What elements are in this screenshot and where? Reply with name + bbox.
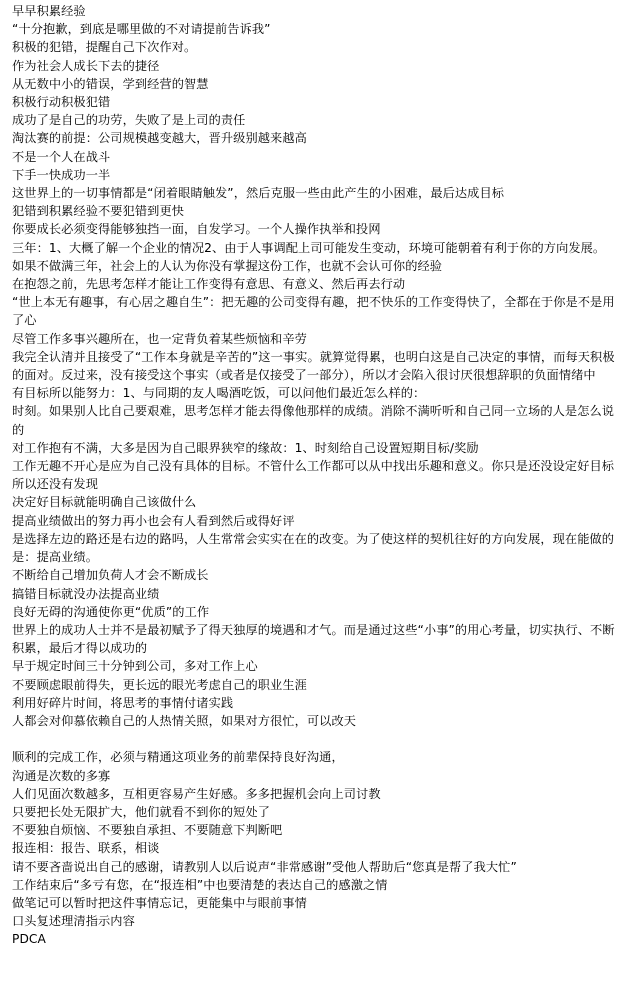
text-line: 早早积累经验	[12, 4, 86, 18]
text-line: 不是一个人在战斗	[12, 149, 111, 164]
text-line: 如果不做满三年，社会上的人认为你没有掌握这份工作，也就不会认可你的经验	[12, 258, 443, 273]
text-line: 顺利的完成工作，必须与精通这项业务的前辈保持良好沟通，	[12, 750, 344, 765]
text-line: 三年：1、大概了解一个企业的情况2、由于人事调配上司可能发生变动，环境可能朝着有利于你的方向发展。	[12, 240, 606, 255]
text-line: 我完全认清并且接受了“工作本身就是辛苦的”这一事实。就算觉得累，也明白这是自己决定的事情，而每天积极的面对。反过来，没有接受这个事实（或者是仅接受了一部分），所以才会陷入很讨厌很想辞职的负面情绪中	[12, 349, 615, 383]
text-line: 提高业绩做出的努力再小也会有人看到然后或得好评	[12, 513, 295, 528]
blank-line	[12, 730, 625, 748]
text-line: 只要把长处无限扩大，他们就看不到你的短处了	[12, 804, 271, 819]
text-line: 积极行动积极犯错	[12, 95, 111, 110]
text-line: 工作结束后“多亏有您，在“报连相”中也要清楚的表达自己的感激之情	[12, 877, 388, 892]
text-line: 人都会对仰慕依赖自己的人热情关照，如果对方很忙，可以改天	[12, 713, 357, 728]
text-line: 不断给自己增加负荷人才会不断成长	[12, 568, 209, 583]
text-line: 人们见面次数越多，互相更容易产生好感。多多把握机会向上司讨教	[12, 786, 381, 801]
text-line: 下手一快成功一半	[12, 167, 111, 182]
text-line: 从无数中小的错误，学到经营的智慧	[12, 76, 209, 91]
text-line: 不要顾虑眼前得失，更长远的眼光考虑自己的职业生涯	[12, 677, 307, 692]
text-line: 做笔记可以暂时把这件事情忘记，更能集中与眼前事情	[12, 895, 307, 910]
text-line: 这世界上的一切事情都是“闭着眼睛触发”，然后克服一些由此产生的小困难，最后达成目标	[12, 186, 505, 201]
text-line: 淘汰赛的前提：公司规模越变越大，晋升级别越来越高	[12, 131, 307, 146]
text-line: 在抱怨之前，先思考怎样才能让工作变得有意思、有意义、然后再去行动	[12, 277, 406, 292]
text-line: 利用好碎片时间，将思考的事情付诸实践	[12, 695, 234, 710]
text-line: 是选择左边的路还是右边的路吗，人生常常会实实在在的改变。为了使这样的契机往好的方向发展，现在能做的是：提高业绩。	[12, 531, 615, 565]
text-line: “十分抱歉，到底是哪里做的不对请提前告诉我”	[12, 22, 271, 37]
text-line: 你要成长必须变得能够独挡一面，自发学习。一个人操作执举和投网	[12, 222, 381, 237]
text-line: 早于规定时间三十分钟到公司，多对工作上心	[12, 659, 258, 674]
text-line: 请不要吝啬说出自己的感谢，请教别人以后说声“非常感谢”受他人帮助后“您真是帮了我大忙”	[12, 859, 517, 874]
text-line: PDCA	[12, 932, 46, 947]
text-line: 不要独自烦恼、不要独自承担、不要随意下判断吧	[12, 823, 283, 838]
text-line: 沟通是次数的多寡	[12, 768, 111, 783]
text-line: 尽管工作多事兴趣所在，也一定背负着某些烦恼和辛劳	[12, 331, 307, 346]
text-line: 成功了是自己的功劳，失败了是上司的责任	[12, 113, 246, 128]
text-line: 良好无碍的沟通使你更“优质”的工作	[12, 604, 210, 619]
text-line: 时刻。如果别人比自己要艰难，思考怎样才能去得像他那样的成绩。消除不满听听和自己同一立场的人是怎么说的	[12, 404, 615, 437]
text-line: 有目标所以能努力：1、与同期的友人喝酒吃饭，可以问他们最近怎么样的：	[12, 386, 426, 401]
text-line: 作为社会人成长下去的捷径	[12, 58, 160, 73]
text-line: 积极的犯错，提醒自己下次作对。	[12, 40, 197, 55]
text-line: 报连相：报告、联系，相谈	[12, 841, 160, 856]
text-line: 决定好目标就能明确自己该做什么	[12, 495, 197, 510]
text-line: 搞错目标就没办法提高业绩	[12, 586, 160, 601]
text-line: 对工作抱有不满，大多是因为自己眼界狭窄的缘故：1、时刻给自己设置短期目标/奖励	[12, 440, 479, 455]
text-line: “世上本无有趣事，有心居之趣自生”：把无趣的公司变得有趣，把不快乐的工作变得快了，全都在于你是不是用了心	[12, 295, 615, 328]
text-line: 犯错到积累经验不要犯错到更快	[12, 204, 185, 219]
text-line: 世界上的成功人士并不是最初赋予了得天独厚的境遇和才气。而是通过这些“小事”的用心考量，切实执行、不断积累，最后才得以成功的	[12, 622, 615, 656]
text-line: 口头复述理清指示内容	[12, 914, 135, 929]
text-line: 工作无趣不开心是应为自己没有具体的目标。不管什么工作都可以从中找出乐趣和意义。你只是还没设定好目标所以还没有发现	[12, 459, 615, 492]
